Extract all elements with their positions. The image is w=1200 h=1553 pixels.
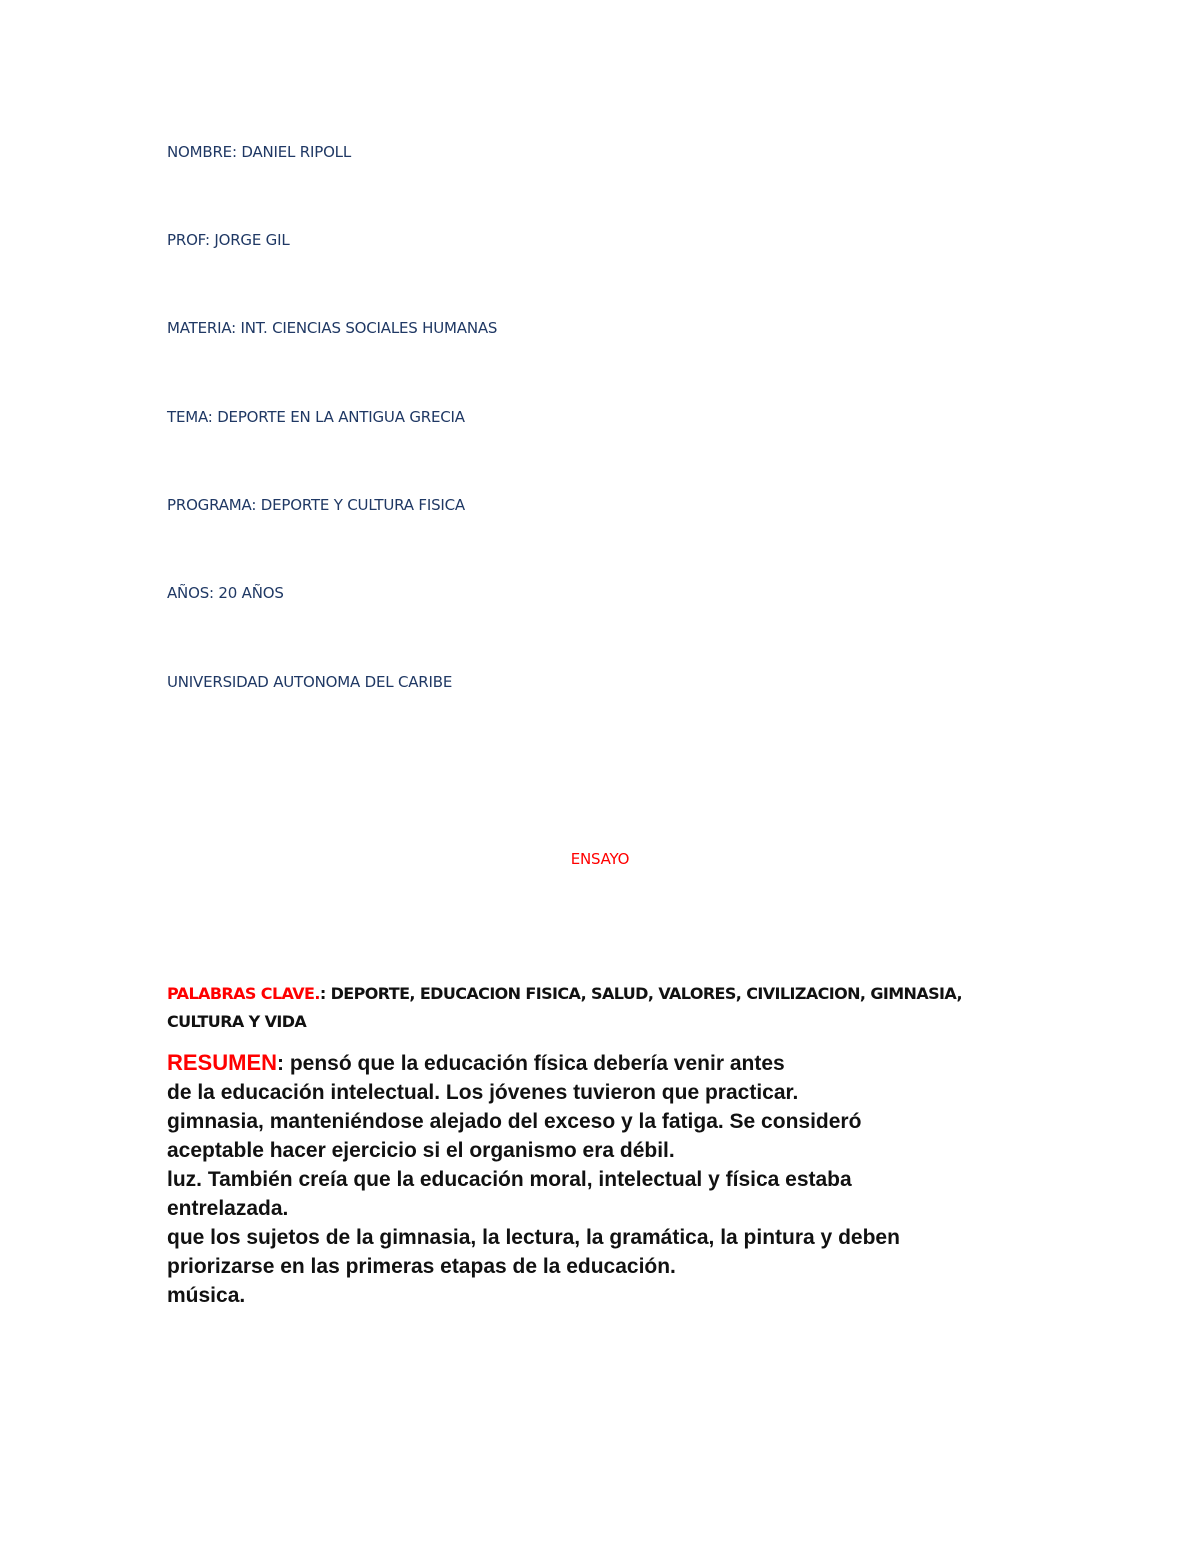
keywords-text: : DEPORTE, EDUCACION FISICA, SALUD, VALORES, CIVILIZACION, GIMNASIA, CULTURA Y VIDA bbox=[167, 984, 962, 1031]
field-programa: PROGRAMA: DEPORTE Y CULTURA FISICA bbox=[167, 496, 465, 514]
field-universidad: UNIVERSIDAD AUTONOMA DEL CARIBE bbox=[167, 673, 453, 691]
summary-first-line: : pensó que la educación física debería venir antes bbox=[277, 1052, 785, 1075]
field-materia: MATERIA: INT. CIENCIAS SOCIALES HUMANAS bbox=[167, 319, 498, 337]
summary-line: aceptable hacer ejercicio si el organismo era débil. bbox=[167, 1139, 675, 1162]
summary-line: música. bbox=[167, 1284, 246, 1307]
field-profesor: PROF: JORGE GIL bbox=[167, 231, 290, 249]
summary-line: gimnasia, manteniéndose alejado del exceso y la fatiga. Se consideró bbox=[167, 1110, 862, 1133]
field-nombre: NOMBRE: DANIEL RIPOLL bbox=[167, 143, 351, 161]
summary-line: entrelazada. bbox=[167, 1197, 289, 1220]
summary-line: luz. También creía que la educación moral, intelectual y física estaba bbox=[167, 1168, 852, 1191]
keywords-label: PALABRAS CLAVE. bbox=[167, 984, 320, 1003]
summary-line bbox=[167, 1048, 1047, 1078]
field-anos: AÑOS: 20 AÑOS bbox=[167, 584, 284, 602]
keywords-paragraph bbox=[167, 980, 1027, 1036]
summary-label: RESUMEN bbox=[167, 1050, 278, 1075]
summary-line: priorizarse en las primeras etapas de la educación. bbox=[167, 1255, 676, 1278]
field-tema: TEMA: DEPORTE EN LA ANTIGUA GRECIA bbox=[167, 408, 465, 426]
essay-title: ENSAYO bbox=[570, 850, 630, 868]
summary-line: de la educación intelectual. Los jóvenes tuvieron que practicar. bbox=[167, 1081, 799, 1104]
summary-line: que los sujetos de la gimnasia, la lectura, la gramática, la pintura y deben bbox=[167, 1226, 900, 1249]
summary-paragraph bbox=[167, 1048, 1047, 1310]
